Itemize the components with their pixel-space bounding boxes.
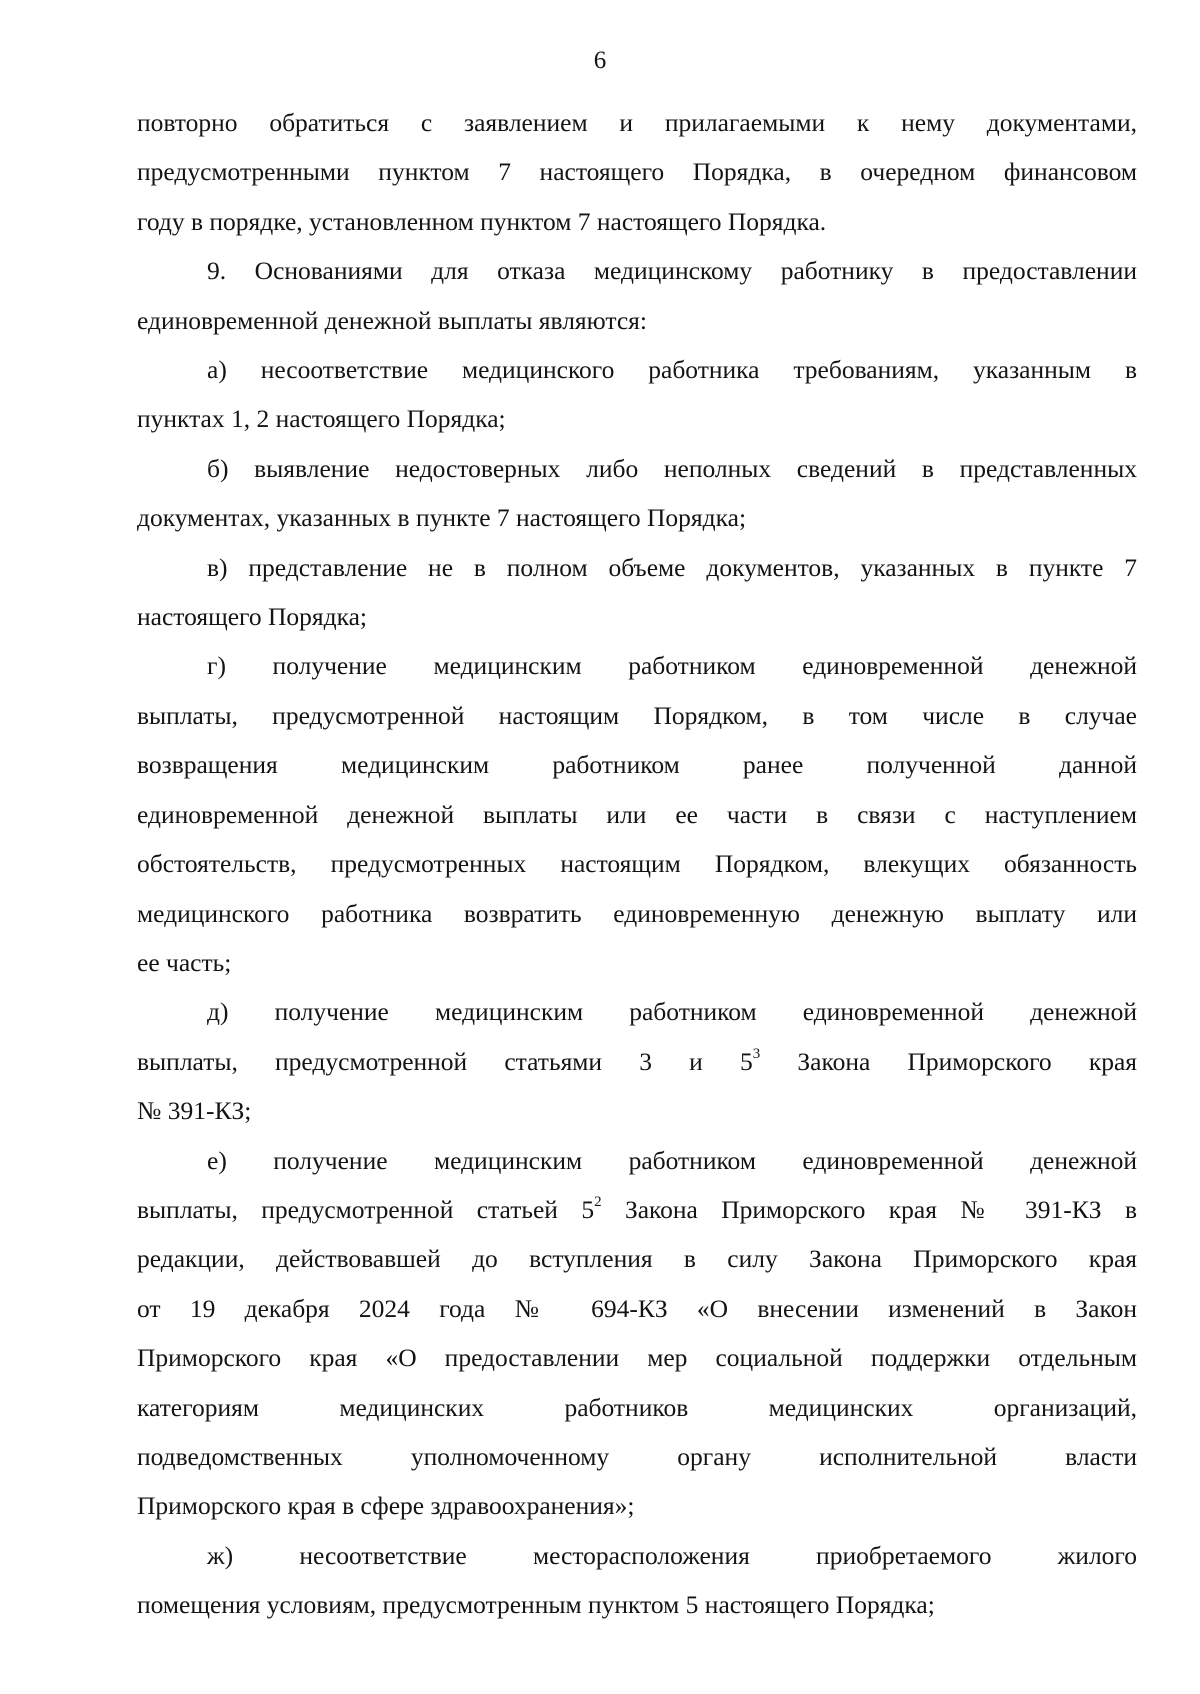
text-line: медицинского работника возвратить единовременную денежную выплату или	[137, 898, 1137, 928]
text-fragment: Закона Приморского края	[760, 1046, 1137, 1076]
text-line: е) получение медицинским работником единовременной денежной	[207, 1145, 1137, 1175]
text-line: повторно обратиться с заявлением и прилагаемыми к нему документами,	[137, 108, 1137, 137]
text-line: году в порядке, установленном пунктом 7 настоящего Порядка.	[137, 206, 827, 236]
text-line: единовременной денежной выплаты или ее части в связи с наступлением	[137, 799, 1137, 829]
text-fragment: Закона Приморского края № 391-КЗ в	[601, 1194, 1137, 1224]
document-body	[137, 98, 1137, 1630]
text-line: возвращения медицинским работником ранее полученной данной	[137, 750, 1137, 780]
text-line: настоящего Порядка;	[137, 602, 368, 632]
text-line: обстоятельств, предусмотренных настоящим Порядком, влекущих обязанность	[137, 849, 1137, 879]
text-line-with-superscript	[137, 1185, 1137, 1234]
text-line: ее часть;	[137, 947, 232, 977]
text-line: пунктах 1, 2 настоящего Порядка;	[137, 404, 506, 434]
text-line: предусмотренными пунктом 7 настоящего Порядка, в очередном финансовом	[137, 157, 1137, 187]
text-line: редакции, действовавшей до вступления в силу Закона Приморского края	[137, 1244, 1137, 1274]
paragraph-continuation	[137, 98, 1137, 246]
text-line: Приморского края в сфере здравоохранения»;	[137, 1491, 635, 1521]
superscript-article-number: 3	[752, 1046, 761, 1063]
paragraph-item-e	[137, 1136, 1137, 1531]
text-line: выплаты, предусмотренной настоящим Порядком, в том числе в случае	[137, 700, 1137, 730]
superscript-article-number: 2	[594, 1194, 602, 1211]
text-line: 9. Основаниями для отказа медицинскому работнику в предоставлении	[207, 256, 1137, 286]
text-line: б) выявление недостоверных либо неполных сведений в представленных	[207, 453, 1137, 483]
paragraph-item-d	[137, 987, 1137, 1135]
text-line: г) получение медицинским работником единовременной денежной	[207, 651, 1137, 681]
text-line: д) получение медицинским работником единовременной денежной	[207, 997, 1137, 1027]
text-fragment: выплаты, предусмотренной статьей 5	[137, 1194, 595, 1224]
text-line: документах, указанных в пункте 7 настоящего Порядка;	[137, 503, 747, 533]
paragraph-item-v	[137, 543, 1137, 642]
text-line: ж) несоответствие месторасположения приобретаемого жилого	[207, 1540, 1137, 1570]
paragraph-item-zh	[137, 1531, 1137, 1630]
text-line: а) несоответствие медицинского работника требованиям, указанным в	[207, 355, 1137, 385]
text-line: единовременной денежной выплаты являются:	[137, 305, 647, 335]
text-line: № 391-КЗ;	[137, 1096, 252, 1126]
text-line-with-superscript	[137, 1037, 1137, 1086]
paragraph-item-g	[137, 641, 1137, 987]
page-number: 6	[593, 47, 607, 74]
text-fragment: выплаты, предусмотренной статьями 3 и 5	[137, 1046, 753, 1076]
paragraph-clause-9	[137, 246, 1137, 345]
text-line: помещения условиям, предусмотренным пунктом 5 настоящего Порядка;	[137, 1590, 935, 1620]
text-line: подведомственных уполномоченному органу исполнительной власти	[137, 1441, 1137, 1471]
text-line: в) представление не в полном объеме документов, указанных в пункте 7	[207, 552, 1137, 582]
paragraph-item-b	[137, 444, 1137, 543]
paragraph-item-a	[137, 345, 1137, 444]
text-line: от 19 декабря 2024 года № 694-КЗ «О внесении изменений в Закон	[137, 1293, 1137, 1323]
text-line: Приморского края «О предоставлении мер социальной поддержки отдельным	[137, 1343, 1137, 1373]
text-line: категориям медицинских работников медицинских организаций,	[137, 1392, 1137, 1422]
